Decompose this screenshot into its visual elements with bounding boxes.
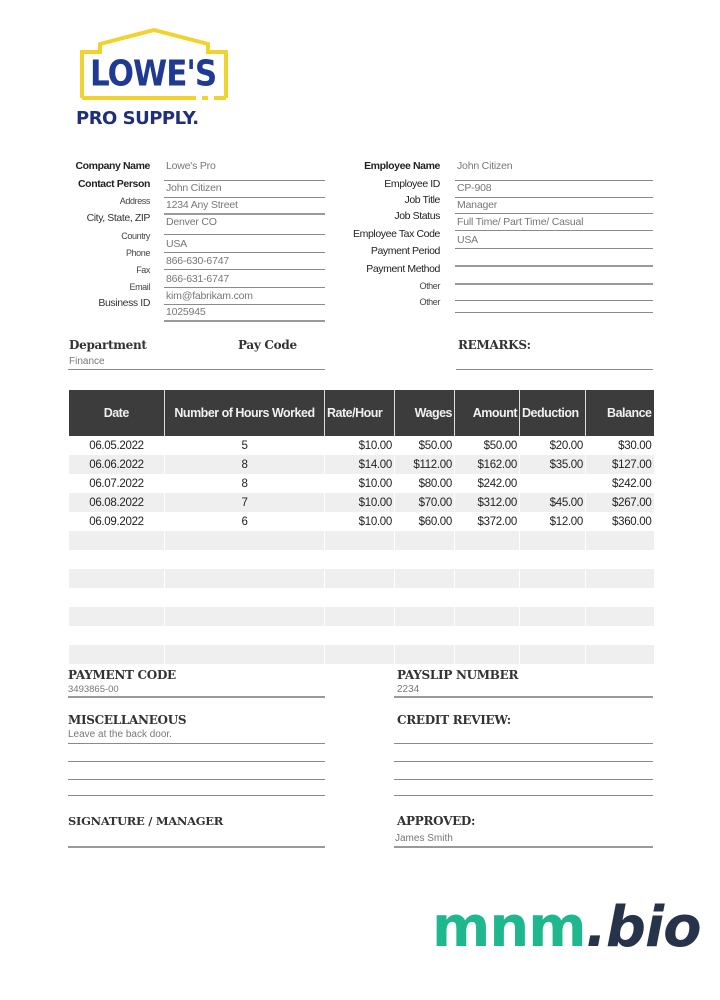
cell-hours xyxy=(165,531,325,550)
email-label: Email xyxy=(129,282,150,292)
job-title-value: Manager xyxy=(457,199,498,211)
cell-date xyxy=(69,569,165,588)
divider xyxy=(164,180,325,181)
cell-amount xyxy=(455,588,520,607)
table-row xyxy=(69,550,654,569)
cell-amount: $50.00 xyxy=(455,436,520,455)
cell-balance xyxy=(586,550,654,569)
cell-balance: $360.00 xyxy=(586,512,654,531)
cell-deduction: $35.00 xyxy=(520,455,586,474)
phone-label: Phone xyxy=(125,248,150,258)
divider xyxy=(164,234,325,235)
cell-deduction xyxy=(520,474,586,493)
cell-rate: $10.00 xyxy=(325,512,395,531)
cell-balance: $30.00 xyxy=(586,436,654,455)
watermark-part2: .bio xyxy=(585,895,701,960)
divider xyxy=(68,779,325,780)
watermark-part1: mnm xyxy=(432,895,586,960)
cell-rate xyxy=(325,607,395,626)
table-row xyxy=(69,474,654,493)
cell-hours: 8 xyxy=(165,474,325,493)
payment-code-label: PAYMENT CODE xyxy=(68,668,176,682)
cell-hours xyxy=(165,588,325,607)
cell-hours: 7 xyxy=(165,493,325,512)
approved-label: APPROVED: xyxy=(397,814,476,828)
cell-wages xyxy=(395,607,455,626)
logo-brand: LOWE'S xyxy=(90,53,217,95)
divider xyxy=(455,300,653,301)
table-row xyxy=(69,645,654,664)
cell-date xyxy=(69,645,165,664)
cell-balance xyxy=(586,626,654,645)
divider xyxy=(164,213,325,215)
contact-person-label: Contact Person xyxy=(78,178,150,190)
cell-amount: $372.00 xyxy=(455,512,520,531)
cell-date xyxy=(69,588,165,607)
divider xyxy=(455,283,653,285)
cell-amount xyxy=(455,626,520,645)
table-row xyxy=(69,455,654,474)
cell-deduction xyxy=(520,588,586,607)
cell-wages: $70.00 xyxy=(395,493,455,512)
address-value: 1234 Any Street xyxy=(166,199,238,211)
cell-deduction xyxy=(520,645,586,664)
table-row xyxy=(69,531,654,550)
divider xyxy=(455,265,653,267)
cell-deduction xyxy=(520,626,586,645)
city-state-zip-label: City, State, ZIP xyxy=(86,212,150,224)
column-header-wages: Wages xyxy=(395,390,455,436)
cell-rate xyxy=(325,626,395,645)
department-label: Department xyxy=(69,338,147,352)
cell-hours xyxy=(165,645,325,664)
phone-value: 866-630-6747 xyxy=(166,255,229,267)
payment-period-label: Payment Period xyxy=(370,245,440,257)
signature-line xyxy=(68,846,325,848)
cell-hours xyxy=(165,569,325,588)
divider xyxy=(394,761,653,762)
cell-wages xyxy=(395,531,455,550)
cell-rate xyxy=(325,531,395,550)
cell-hours xyxy=(165,550,325,569)
cell-amount xyxy=(455,607,520,626)
cell-date xyxy=(69,550,165,569)
divider xyxy=(455,213,653,214)
cell-deduction: $12.00 xyxy=(520,512,586,531)
column-header-balance: Balance xyxy=(586,390,654,436)
business-id-label: Business ID xyxy=(98,297,150,309)
country-value: USA xyxy=(166,238,187,250)
city-state-zip-value: Denver CO xyxy=(166,216,217,228)
company-name-value: Lowe's Pro xyxy=(166,160,216,172)
cell-wages: $80.00 xyxy=(395,474,455,493)
cell-wages: $60.00 xyxy=(395,512,455,531)
cell-date: 06.09.2022 xyxy=(69,512,165,531)
approved-value: James Smith xyxy=(395,833,453,844)
divider xyxy=(164,287,325,288)
table-row xyxy=(69,493,654,512)
credit-review-label: CREDIT REVIEW: xyxy=(397,713,511,727)
cell-rate xyxy=(325,550,395,569)
cell-amount xyxy=(455,569,520,588)
cell-wages xyxy=(395,569,455,588)
cell-date: 06.05.2022 xyxy=(69,436,165,455)
column-header-amount: Amount xyxy=(455,390,520,436)
cell-deduction xyxy=(520,550,586,569)
divider xyxy=(455,248,653,249)
payslip-table xyxy=(68,390,654,664)
divider xyxy=(68,369,325,370)
contact-person-value: John Citizen xyxy=(166,182,222,194)
divider xyxy=(68,743,325,744)
divider xyxy=(68,696,325,698)
column-header-hours: Number of Hours Worked xyxy=(165,390,325,436)
table-row xyxy=(69,569,654,588)
cell-rate: $10.00 xyxy=(325,474,395,493)
logo-subtitle: PRO SUPPLY. xyxy=(76,108,199,129)
divider xyxy=(164,197,325,198)
divider xyxy=(455,312,653,313)
cell-hours: 5 xyxy=(165,436,325,455)
divider xyxy=(394,846,653,848)
payslip-number-value: 2234 xyxy=(397,684,420,695)
country-label: Country xyxy=(121,231,150,241)
payment-method-label: Payment Method xyxy=(366,263,440,275)
cell-date xyxy=(69,531,165,550)
job-status-value: Full Time/ Part Time/ Casual xyxy=(457,216,584,228)
fax-label: Fax xyxy=(136,265,150,275)
job-status-label: Job Status xyxy=(394,210,440,222)
cell-rate xyxy=(325,569,395,588)
cell-date xyxy=(69,626,165,645)
cell-balance xyxy=(586,607,654,626)
cell-wages xyxy=(395,588,455,607)
divider xyxy=(455,197,653,198)
email-value: kim@fabrikam.com xyxy=(166,290,253,302)
cell-date: 06.08.2022 xyxy=(69,493,165,512)
cell-balance xyxy=(586,569,654,588)
table-row xyxy=(69,607,654,626)
other-label-2: Other xyxy=(419,297,440,307)
cell-amount xyxy=(455,645,520,664)
employee-tax-code-label: Employee Tax Code xyxy=(353,228,440,240)
column-header-rate: Rate/Hour xyxy=(325,390,395,436)
table-header-row xyxy=(69,390,654,436)
cell-date: 06.07.2022 xyxy=(69,474,165,493)
payment-code-value: 3493865-00 xyxy=(68,684,119,695)
address-label: Address xyxy=(119,196,150,206)
department-value: Finance xyxy=(69,356,105,367)
divider xyxy=(455,230,653,231)
table-row xyxy=(69,512,654,531)
cell-amount xyxy=(455,531,520,550)
employee-name-label: Employee Name xyxy=(364,160,440,172)
company-name-label: Company Name xyxy=(75,160,150,172)
employee-name-value: John Citizen xyxy=(457,160,513,172)
cell-rate xyxy=(325,645,395,664)
divider xyxy=(68,761,325,762)
cell-balance xyxy=(586,645,654,664)
employee-id-label: Employee ID xyxy=(384,178,440,190)
employee-id-value: CP-908 xyxy=(457,182,492,194)
cell-balance xyxy=(586,531,654,550)
divider xyxy=(455,180,653,181)
miscellaneous-label: MISCELLANEOUS xyxy=(68,713,187,727)
miscellaneous-value: Leave at the back door. xyxy=(68,729,172,740)
employee-tax-code-value: USA xyxy=(457,234,478,246)
divider xyxy=(456,369,653,370)
cell-wages: $50.00 xyxy=(395,436,455,455)
divider xyxy=(394,696,653,698)
divider xyxy=(164,320,325,322)
divider xyxy=(394,779,653,780)
divider xyxy=(164,269,325,270)
column-header-deduction: Deduction xyxy=(520,390,586,436)
lowes-pro-supply-logo xyxy=(70,28,240,128)
divider xyxy=(68,795,325,796)
cell-balance: $242.00 xyxy=(586,474,654,493)
cell-amount: $312.00 xyxy=(455,493,520,512)
table-row xyxy=(69,436,654,455)
table-row xyxy=(69,626,654,645)
cell-rate: $14.00 xyxy=(325,455,395,474)
cell-wages xyxy=(395,626,455,645)
cell-deduction xyxy=(520,569,586,588)
cell-rate: $10.00 xyxy=(325,436,395,455)
cell-deduction xyxy=(520,607,586,626)
cell-amount xyxy=(455,550,520,569)
cell-amount: $162.00 xyxy=(455,455,520,474)
cell-balance: $127.00 xyxy=(586,455,654,474)
table-row xyxy=(69,588,654,607)
divider xyxy=(394,795,653,796)
cell-balance: $267.00 xyxy=(586,493,654,512)
cell-wages: $112.00 xyxy=(395,455,455,474)
business-id-value: 1025945 xyxy=(166,306,206,318)
payslip-number-label: PAYSLIP NUMBER xyxy=(397,668,519,682)
other-label-1: Other xyxy=(419,281,440,291)
job-title-label: Job Title xyxy=(404,194,440,206)
cell-deduction xyxy=(520,531,586,550)
cell-hours: 8 xyxy=(165,455,325,474)
watermark-logo xyxy=(432,895,701,960)
cell-date: 06.06.2022 xyxy=(69,455,165,474)
cell-wages xyxy=(395,550,455,569)
divider xyxy=(164,252,325,253)
cell-hours: 6 xyxy=(165,512,325,531)
divider xyxy=(164,304,325,305)
cell-hours xyxy=(165,626,325,645)
cell-wages xyxy=(395,645,455,664)
cell-hours xyxy=(165,607,325,626)
divider xyxy=(394,743,653,744)
cell-deduction: $45.00 xyxy=(520,493,586,512)
column-header-date: Date xyxy=(69,390,165,436)
cell-deduction: $20.00 xyxy=(520,436,586,455)
cell-rate xyxy=(325,588,395,607)
remarks-label: REMARKS: xyxy=(458,338,531,352)
cell-date xyxy=(69,607,165,626)
cell-balance xyxy=(586,588,654,607)
pay-code-label: Pay Code xyxy=(238,338,297,352)
cell-rate: $10.00 xyxy=(325,493,395,512)
fax-value: 866-631-6747 xyxy=(166,273,229,285)
signature-manager-label: SIGNATURE / MANAGER xyxy=(68,814,223,828)
cell-amount: $242.00 xyxy=(455,474,520,493)
